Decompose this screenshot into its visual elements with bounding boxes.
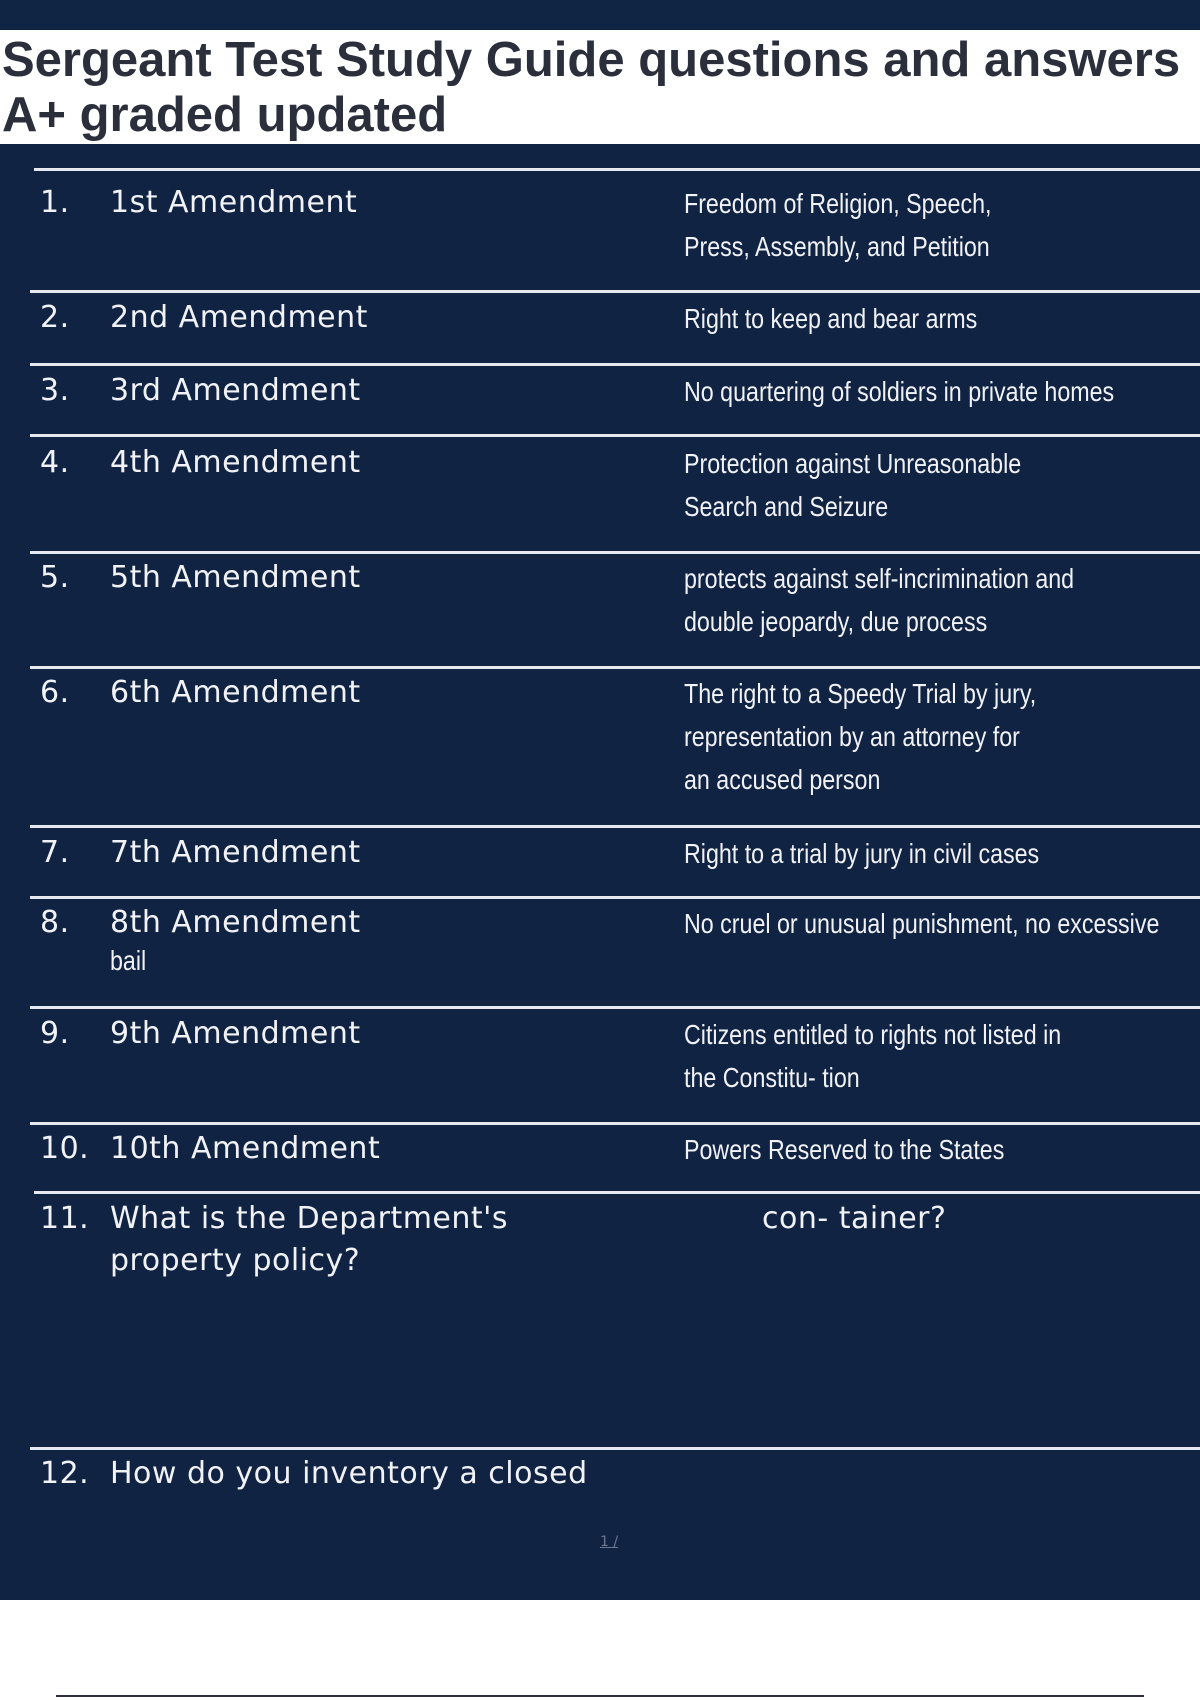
row-divider	[30, 434, 1200, 437]
title-line-2: A+ graded updated	[2, 88, 448, 142]
row-term: 1st Amendment	[110, 185, 358, 220]
row-number: 7.	[40, 835, 70, 870]
row-divider	[30, 896, 1200, 899]
row-definition: Protection against Unreasonable Search and Seizure	[684, 448, 1022, 522]
row-definition: Freedom of Religion, Speech, Press, Assembly, and Petition	[684, 188, 992, 262]
page-marker: 1 /	[600, 1534, 619, 1550]
row-divider	[30, 290, 1200, 293]
row-number: 6.	[40, 675, 70, 710]
row-term: 7th Amendment	[110, 835, 361, 870]
row-number: 5.	[40, 560, 70, 595]
row-divider	[30, 1006, 1200, 1009]
row-definition: Citizens entitled to rights not listed in the Constitu- tion	[684, 1019, 1062, 1093]
row-divider	[30, 666, 1200, 669]
row-number: 9.	[40, 1016, 70, 1051]
title-area	[0, 30, 1200, 144]
row-definition: Powers Reserved to the States	[684, 1134, 1005, 1165]
row-divider	[30, 1122, 1200, 1125]
document-title	[0, 30, 1192, 143]
row-term: 5th Amendment	[110, 560, 361, 595]
row-term: 6th Amendment	[110, 675, 361, 710]
row-term: What is the Department's property policy?	[110, 1201, 509, 1278]
row-divider	[34, 168, 1200, 171]
row-definition: protects against self-incrimination and double jeopardy, due process	[684, 563, 1075, 637]
row-definition: No cruel or unusual punishment, no excessive	[684, 908, 1160, 939]
row-answer-fragment: con- tainer?	[762, 1201, 947, 1236]
row-divider	[34, 1191, 1200, 1194]
row-number: 1.	[40, 185, 70, 220]
footer-rule	[56, 1695, 1144, 1697]
row-number: 12.	[40, 1456, 90, 1491]
row-definition: Right to a trial by jury in civil cases	[684, 838, 1040, 869]
row-number: 3.	[40, 373, 70, 408]
top-band	[0, 0, 1200, 30]
row-definition-continued: bail	[110, 945, 147, 976]
row-definition: The right to a Speedy Trial by jury, representation by an attorney for an accused person	[684, 678, 1037, 795]
row-definition: No quartering of soldiers in private homes	[684, 376, 1115, 407]
row-term: 10th Amendment	[110, 1131, 381, 1166]
row-divider	[30, 551, 1200, 554]
row-divider	[30, 1447, 1200, 1450]
title-line-1: Sergeant Test Study Guide questions and answers	[2, 33, 1181, 87]
row-term: 8th Amendment	[110, 905, 361, 940]
row-term: How do you inventory a closed	[110, 1456, 588, 1491]
row-number: 10.	[40, 1131, 90, 1166]
row-divider	[30, 363, 1200, 366]
row-number: 11.	[40, 1201, 90, 1236]
row-number: 4.	[40, 445, 70, 480]
row-term: 2nd Amendment	[110, 300, 368, 335]
row-divider	[30, 825, 1200, 828]
row-number: 2.	[40, 300, 70, 335]
row-number: 8.	[40, 905, 70, 940]
row-term: 4th Amendment	[110, 445, 361, 480]
flashcard-panel	[0, 144, 1200, 1600]
row-term: 9th Amendment	[110, 1016, 361, 1051]
row-definition: Right to keep and bear arms	[684, 303, 978, 334]
row-term: 3rd Amendment	[110, 373, 361, 408]
